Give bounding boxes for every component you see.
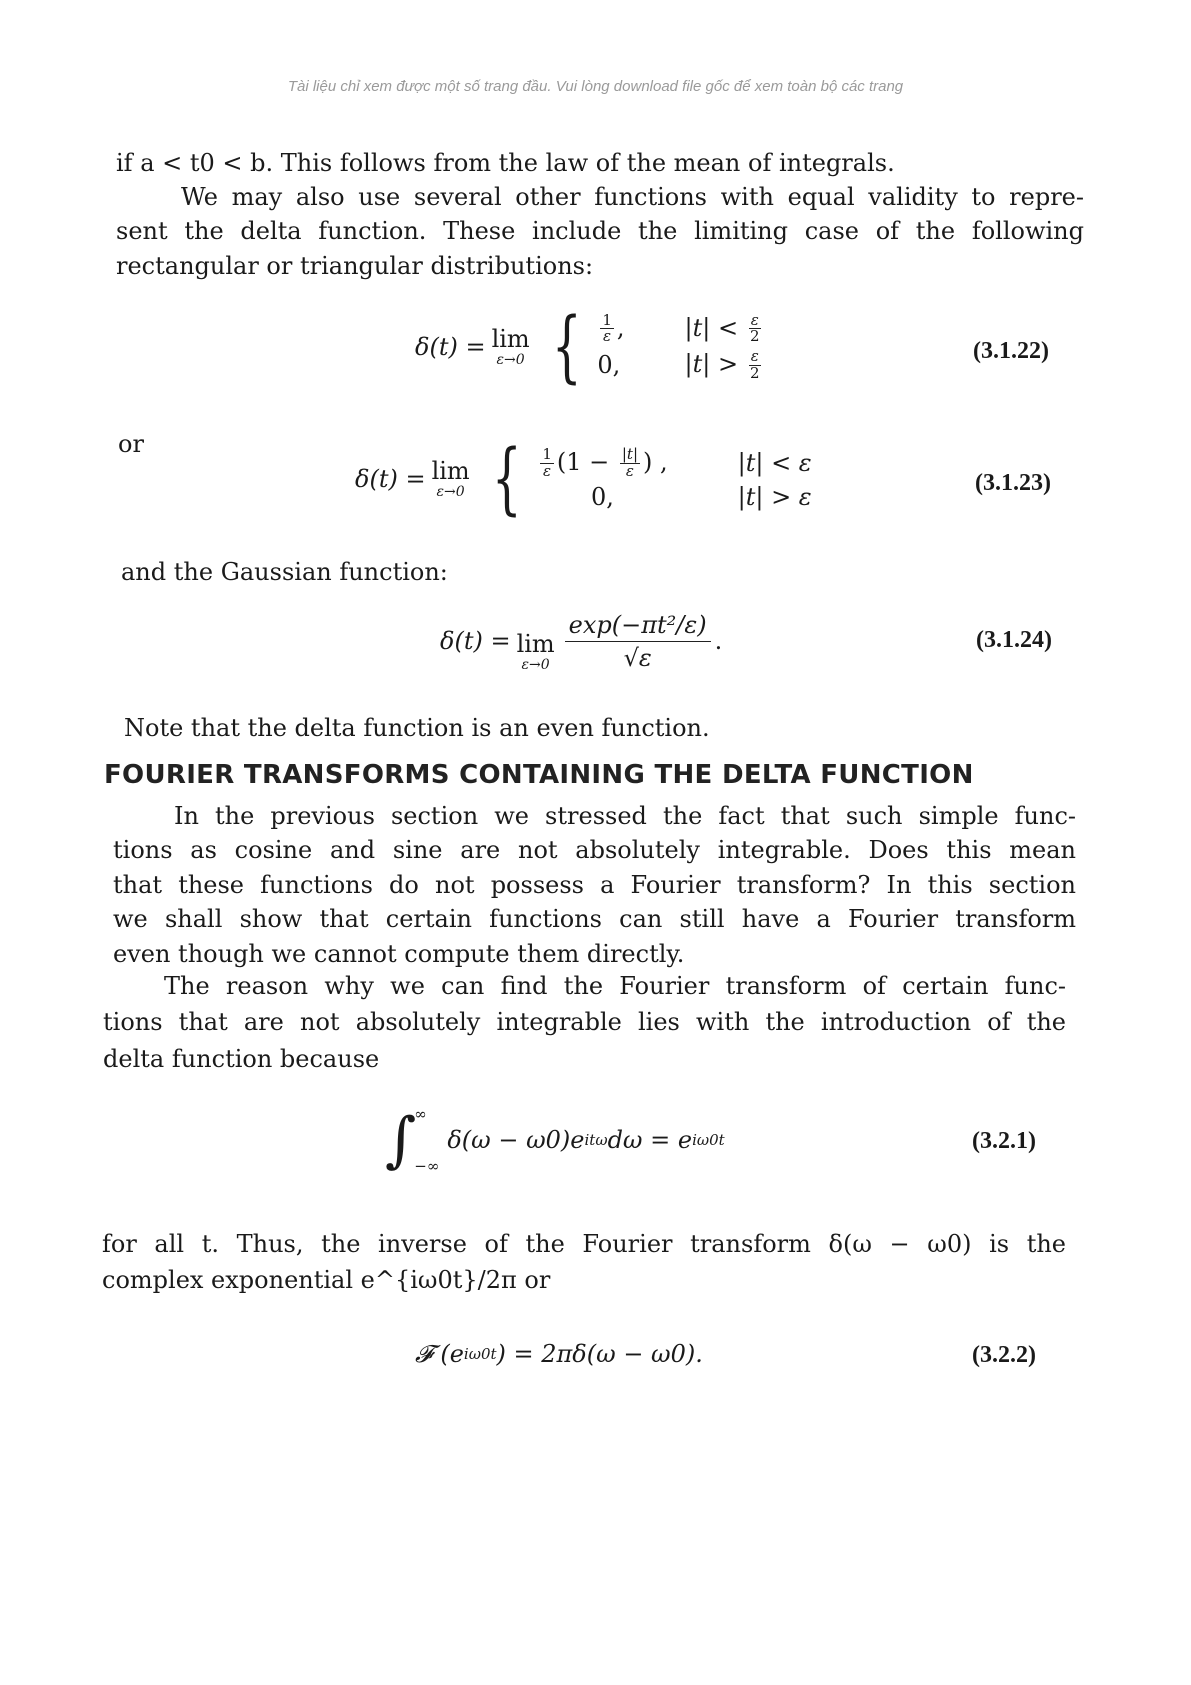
frac-den: ε — [543, 461, 552, 480]
frac-num: 1 — [542, 444, 552, 463]
text-line: Note that the delta function is an even function. — [124, 714, 710, 742]
eq-rhs: dω = e — [607, 1126, 693, 1154]
text-line: or — [118, 430, 144, 458]
lim-sub: ε→0 — [436, 484, 465, 500]
exponent: itω — [584, 1131, 608, 1149]
exponent: iω0t — [463, 1345, 497, 1363]
equation-label: (3.1.24) — [976, 627, 1052, 653]
equation-3-1-24 — [440, 610, 722, 672]
eq-lhs: δ(t) = — [355, 465, 426, 493]
text-line: delta function because — [103, 1045, 380, 1073]
cond-2: |t| > — [684, 349, 746, 378]
period: . — [714, 627, 723, 655]
equation-3-1-22 — [415, 302, 764, 392]
text-line: The reason why we can find the Fourier transform of certain func- — [164, 972, 1066, 1000]
brace-icon: { — [551, 302, 582, 392]
limit — [492, 327, 530, 367]
lower-limit: −∞ — [414, 1157, 440, 1175]
cond-2: |t| > ε — [737, 483, 812, 512]
cases — [537, 444, 812, 512]
text-line: complex exponential e^{iω0t}/2π or — [102, 1266, 551, 1294]
eq-lhs: δ(t) = — [440, 627, 511, 655]
case-2: 0, — [597, 351, 621, 380]
lim-text: lim — [491, 325, 530, 353]
eq-lhs: 𝓕 (e — [415, 1340, 464, 1368]
text-line: We may also use several other functions with equal validity to repre- — [181, 183, 1084, 211]
frac-den: 2 — [749, 327, 760, 346]
frac-num: |t| — [621, 444, 638, 463]
frac-num: exp(−πt²/ε) — [565, 611, 711, 642]
limit — [517, 632, 555, 672]
text-line: we shall show that certain functions can still have a Fourier transform — [113, 905, 1076, 933]
text-line: sent the delta function. These include the limiting case of the following — [116, 217, 1084, 245]
lim-text: lim — [516, 630, 555, 658]
fraction — [565, 611, 711, 672]
frac-num: ε — [750, 310, 759, 329]
paren-close: ) , — [643, 447, 668, 476]
frac-den: ε — [603, 327, 612, 346]
eq-rhs: ) = 2πδ(ω − ω0). — [496, 1340, 703, 1368]
equation-label: (3.1.22) — [973, 338, 1049, 364]
frac-den: ε — [625, 461, 634, 480]
equation-label: (3.2.2) — [972, 1342, 1036, 1368]
equation-3-2-2 — [415, 1340, 703, 1368]
comma: , — [616, 313, 625, 342]
lim-sub: ε→0 — [496, 352, 525, 368]
lim-text: lim — [431, 457, 470, 485]
watermark-notice: Tài liệu chỉ xem được một số trang đầu. Vui lòng download file gốc để xem toàn bộ các trang — [287, 78, 904, 95]
text-line: if a < t0 < b. This follows from the law of the mean of integrals. — [116, 149, 895, 177]
integrand: δ(ω − ω0)e — [447, 1126, 585, 1154]
frac-num: 1 — [602, 310, 612, 329]
cases — [597, 310, 763, 382]
text-line: In the previous section we stressed the fact that such simple func- — [174, 802, 1076, 830]
text-line: tions as cosine and sine are not absolutely integrable. Does this mean — [113, 836, 1076, 864]
limit — [432, 459, 470, 499]
text-line: tions that are not absolutely integrable lies with the introduction of the — [103, 1008, 1066, 1036]
upper-limit: ∞ — [414, 1105, 427, 1123]
exponent: iω0t — [692, 1131, 725, 1149]
equation-3-2-1 — [385, 1105, 725, 1175]
text-line: rectangular or triangular distributions: — [116, 252, 594, 280]
lim-sub: ε→0 — [521, 657, 550, 673]
brace-icon: { — [491, 434, 522, 524]
text-line: for all t. Thus, the inverse of the Fourier transform δ(ω − ω0) is the — [102, 1230, 1066, 1258]
section-heading: FOURIER TRANSFORMS CONTAINING THE DELTA FUNCTION — [104, 760, 974, 790]
integral-icon: ∫ — [385, 1105, 417, 1175]
cond-1: |t| < ε — [737, 449, 812, 477]
frac-num: ε — [750, 347, 759, 365]
frac-den: √ε — [623, 643, 652, 672]
equation-label: (3.2.1) — [972, 1128, 1036, 1154]
frac-den: 2 — [749, 363, 760, 382]
case-2: 0, — [591, 483, 614, 512]
integral — [385, 1105, 439, 1175]
text-line: that these functions do not possess a Fourier transform? In this section — [113, 871, 1076, 899]
text-line: even though we cannot compute them directly. — [113, 940, 685, 968]
equation-3-1-23 — [355, 434, 812, 524]
equation-label: (3.1.23) — [975, 470, 1051, 496]
eq-lhs: δ(t) = — [415, 333, 486, 361]
text-line: and the Gaussian function: — [121, 558, 448, 586]
paren-open: (1 − — [556, 447, 617, 476]
cond-1: |t| < — [684, 313, 746, 342]
